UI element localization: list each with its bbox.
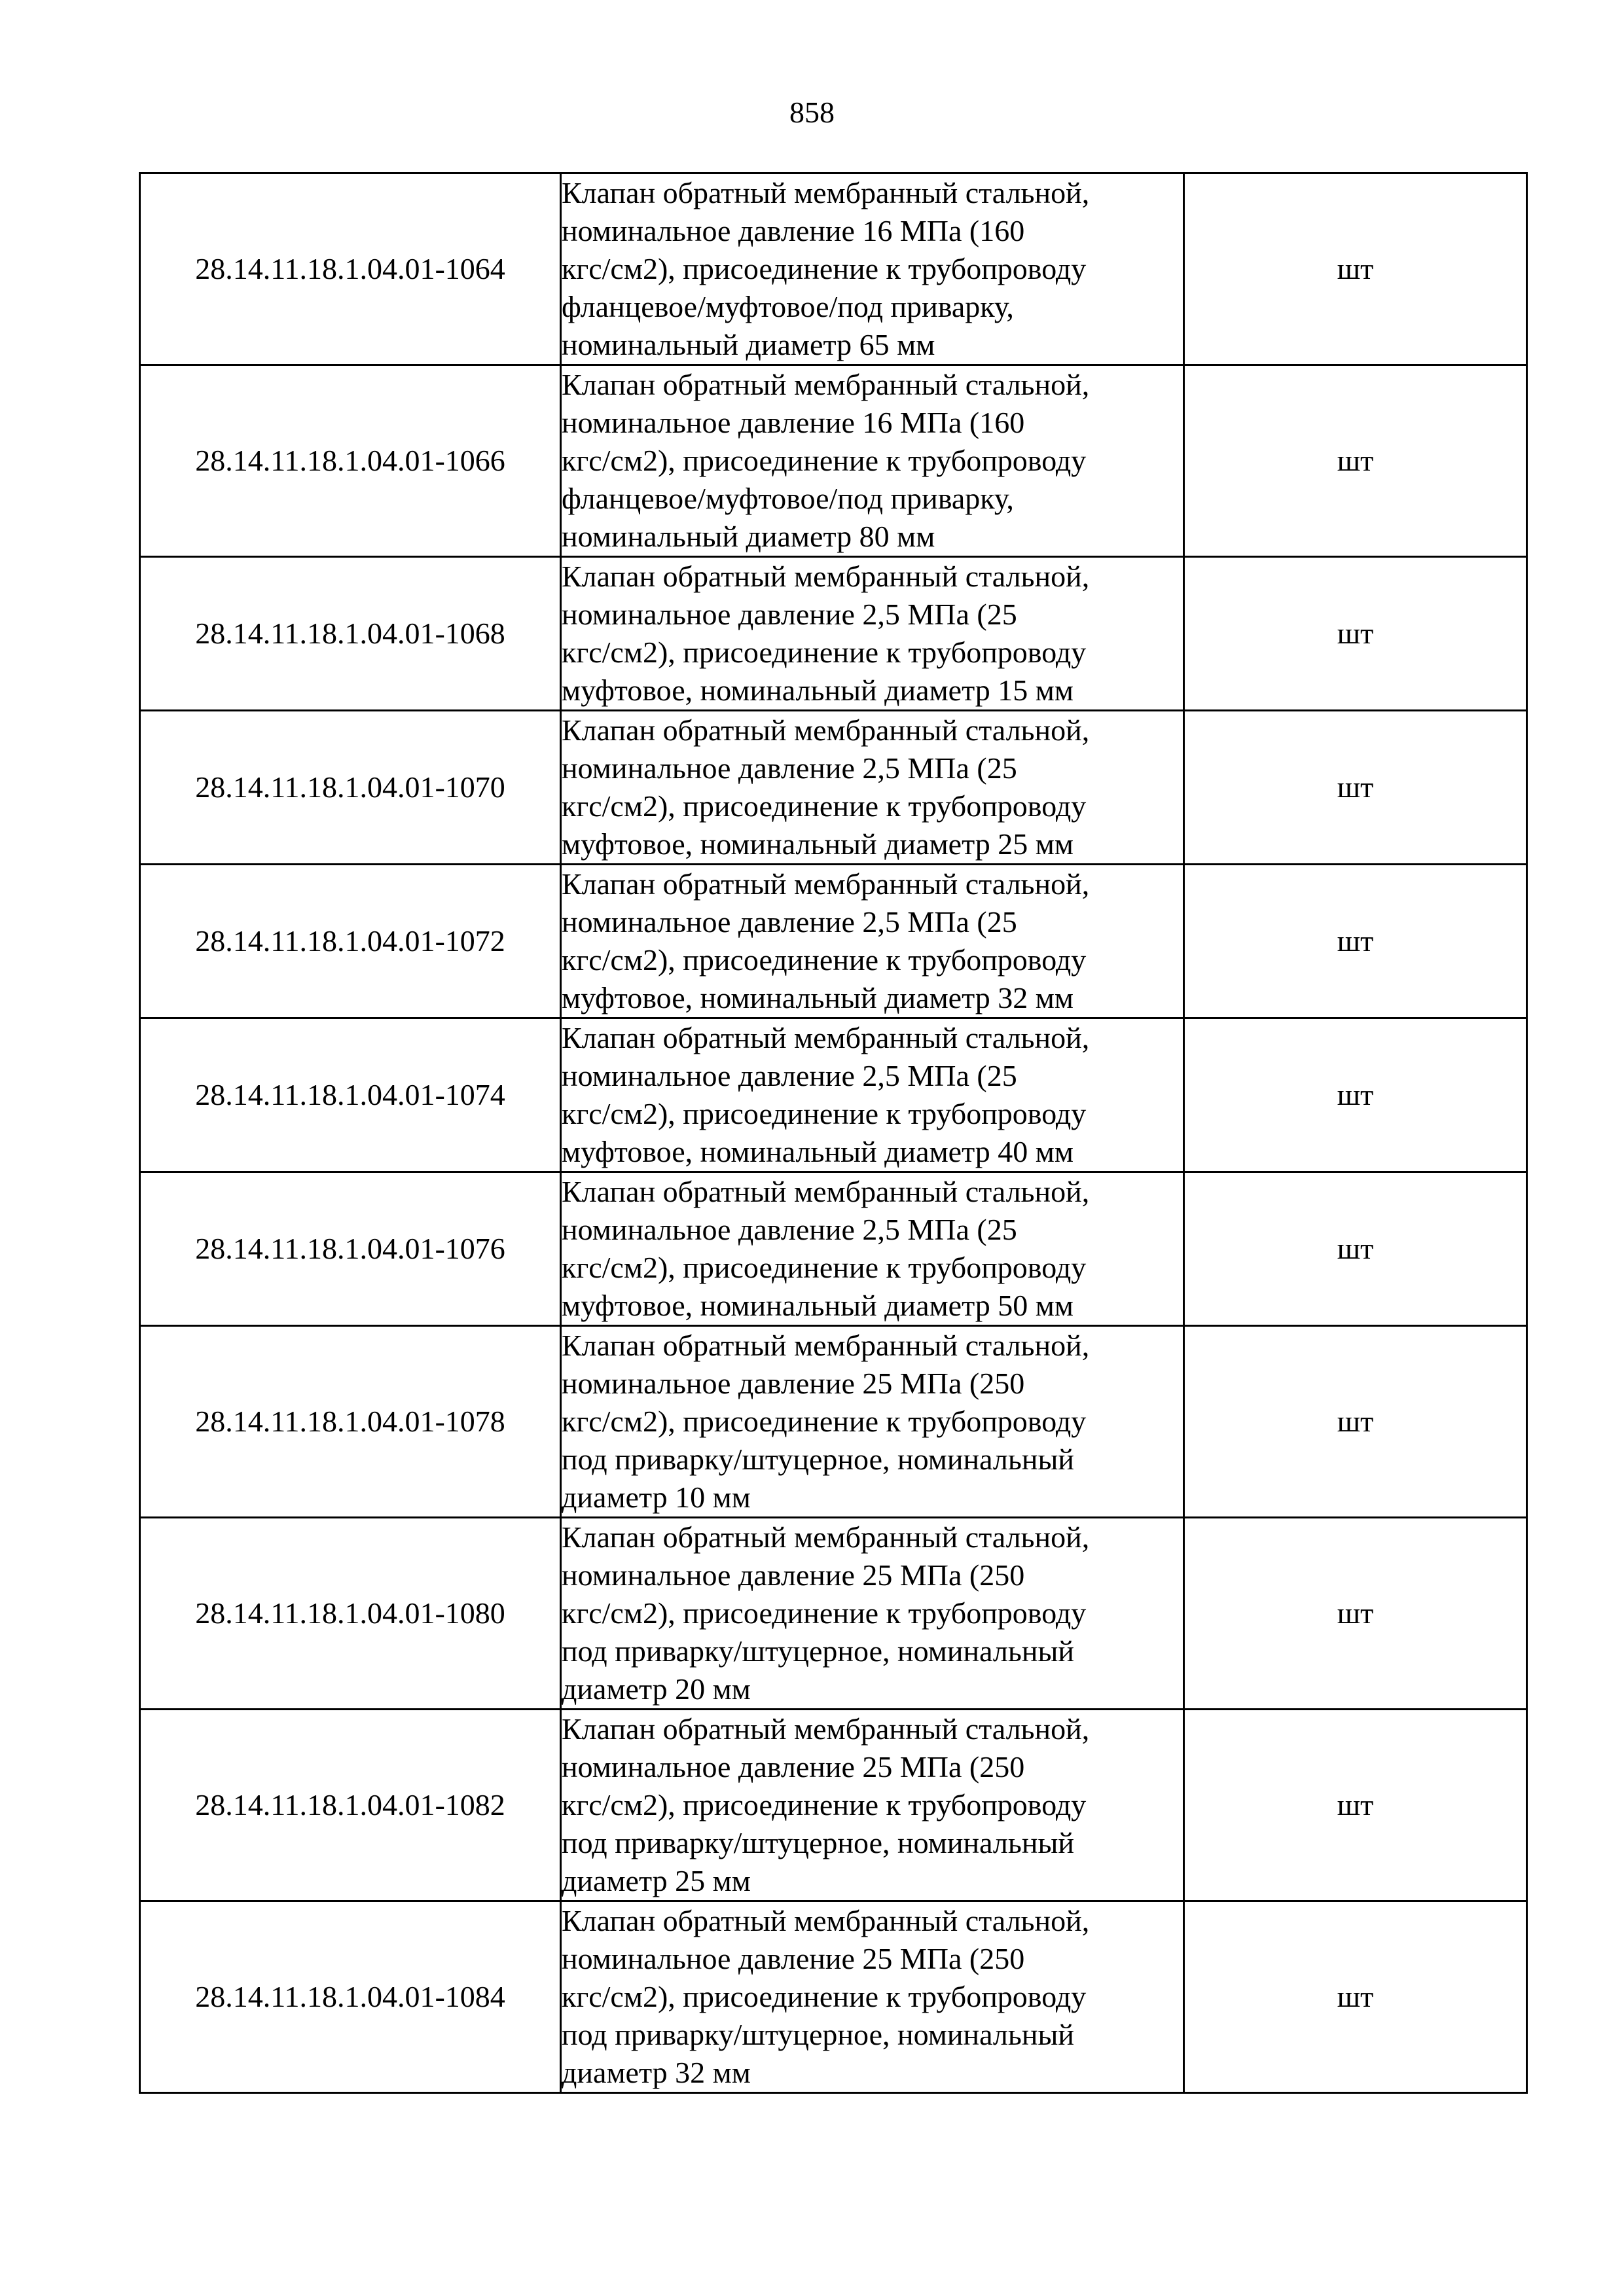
- table-body: [140, 173, 1527, 2093]
- description-line: диаметр 32 мм: [562, 2056, 751, 2089]
- item-code-cell: 28.14.11.18.1.04.01-1070: [140, 711, 561, 865]
- item-description-cell: [561, 1901, 1184, 2093]
- description-line: под приварку/штуцерное, номинальный: [562, 2018, 1074, 2051]
- description-line: номинальное давление 16 МПа (160: [562, 214, 1025, 247]
- description-line: кгс/см2), присоединение к трубопроводу: [562, 252, 1087, 285]
- description-line: кгс/см2), присоединение к трубопроводу: [562, 1251, 1087, 1284]
- description-line: кгс/см2), присоединение к трубопроводу: [562, 1405, 1087, 1438]
- description-line: под приварку/штуцерное, номинальный: [562, 1826, 1074, 1859]
- description-line: номинальное давление 2,5 МПа (25: [562, 905, 1017, 939]
- description-line: кгс/см2), присоединение к трубопроводу: [562, 789, 1087, 823]
- description-line: номинальное давление 25 МПа (250: [562, 1942, 1025, 1975]
- table-row: [140, 173, 1527, 365]
- description-line: Клапан обратный мембранный стальной,: [562, 713, 1090, 747]
- item-code-cell: 28.14.11.18.1.04.01-1080: [140, 1518, 561, 1710]
- description-line: Клапан обратный мембранный стальной,: [562, 1175, 1090, 1208]
- unit-cell: шт: [1184, 1018, 1527, 1172]
- table-row: [140, 365, 1527, 557]
- table-row: [140, 865, 1527, 1018]
- description-line: диаметр 25 мм: [562, 1864, 751, 1897]
- unit-cell: шт: [1184, 1172, 1527, 1326]
- item-code-cell: 28.14.11.18.1.04.01-1068: [140, 557, 561, 711]
- unit-cell: шт: [1184, 1901, 1527, 2093]
- item-code-cell: 28.14.11.18.1.04.01-1074: [140, 1018, 561, 1172]
- description-line: диаметр 10 мм: [562, 1480, 751, 1514]
- table-row: [140, 1172, 1527, 1326]
- description-line: номинальное давление 16 МПа (160: [562, 406, 1025, 439]
- table-row: [140, 1018, 1527, 1172]
- item-description-cell: [561, 365, 1184, 557]
- item-code-cell: 28.14.11.18.1.04.01-1078: [140, 1326, 561, 1518]
- item-code-cell: 28.14.11.18.1.04.01-1072: [140, 865, 561, 1018]
- table-row: [140, 1326, 1527, 1518]
- unit-cell: шт: [1184, 711, 1527, 865]
- page-number: 858: [789, 96, 835, 129]
- unit-cell: шт: [1184, 557, 1527, 711]
- description-line: номинальное давление 2,5 МПа (25: [562, 1213, 1017, 1246]
- description-line: муфтовое, номинальный диаметр 15 мм: [562, 673, 1074, 707]
- description-line: под приварку/штуцерное, номинальный: [562, 1443, 1074, 1476]
- description-line: кгс/см2), присоединение к трубопроводу: [562, 1596, 1087, 1630]
- item-code-cell: 28.14.11.18.1.04.01-1066: [140, 365, 561, 557]
- description-line: диаметр 20 мм: [562, 1672, 751, 1706]
- description-line: Клапан обратный мембранный стальной,: [562, 560, 1090, 593]
- description-line: номинальный диаметр 65 мм: [562, 328, 935, 361]
- unit-cell: шт: [1184, 1326, 1527, 1518]
- description-line: муфтовое, номинальный диаметр 50 мм: [562, 1289, 1074, 1322]
- description-line: муфтовое, номинальный диаметр 32 мм: [562, 981, 1074, 1014]
- description-line: кгс/см2), присоединение к трубопроводу: [562, 444, 1087, 477]
- item-description-cell: [561, 1018, 1184, 1172]
- description-line: номинальное давление 25 МПа (250: [562, 1750, 1025, 1784]
- description-line: кгс/см2), присоединение к трубопроводу: [562, 1097, 1087, 1130]
- item-code-cell: 28.14.11.18.1.04.01-1064: [140, 173, 561, 365]
- description-line: муфтовое, номинальный диаметр 25 мм: [562, 827, 1074, 861]
- description-line: Клапан обратный мембранный стальной,: [562, 1712, 1090, 1746]
- item-description-cell: [561, 865, 1184, 1018]
- description-line: номинальное давление 2,5 МПа (25: [562, 598, 1017, 631]
- item-description-cell: [561, 173, 1184, 365]
- description-line: номинальное давление 2,5 МПа (25: [562, 1059, 1017, 1092]
- description-line: номинальное давление 2,5 МПа (25: [562, 751, 1017, 785]
- description-line: номинальное давление 25 МПа (250: [562, 1367, 1025, 1400]
- description-line: под приварку/штуцерное, номинальный: [562, 1634, 1074, 1668]
- description-line: номинальный диаметр 80 мм: [562, 520, 935, 553]
- unit-cell: шт: [1184, 365, 1527, 557]
- description-line: фланцевое/муфтовое/под приварку,: [562, 290, 1014, 323]
- description-line: номинальное давление 25 МПа (250: [562, 1558, 1025, 1592]
- description-line: Клапан обратный мембранный стальной,: [562, 1904, 1090, 1937]
- description-line: фланцевое/муфтовое/под приварку,: [562, 482, 1014, 515]
- table-row: [140, 557, 1527, 711]
- description-line: Клапан обратный мембранный стальной,: [562, 867, 1090, 901]
- item-code-cell: 28.14.11.18.1.04.01-1082: [140, 1710, 561, 1901]
- item-description-cell: [561, 557, 1184, 711]
- valve-table: [139, 172, 1528, 2094]
- item-description-cell: [561, 1710, 1184, 1901]
- description-line: кгс/см2), присоединение к трубопроводу: [562, 1980, 1087, 2013]
- description-line: кгс/см2), присоединение к трубопроводу: [562, 636, 1087, 669]
- description-line: Клапан обратный мембранный стальной,: [562, 176, 1090, 209]
- description-line: кгс/см2), присоединение к трубопроводу: [562, 943, 1087, 977]
- description-line: Клапан обратный мембранный стальной,: [562, 368, 1090, 401]
- table-row: [140, 711, 1527, 865]
- description-line: муфтовое, номинальный диаметр 40 мм: [562, 1135, 1074, 1168]
- item-description-cell: [561, 1172, 1184, 1326]
- item-description-cell: [561, 711, 1184, 865]
- description-line: кгс/см2), присоединение к трубопроводу: [562, 1788, 1087, 1821]
- description-line: Клапан обратный мембранный стальной,: [562, 1329, 1090, 1362]
- item-description-cell: [561, 1518, 1184, 1710]
- unit-cell: шт: [1184, 1518, 1527, 1710]
- unit-cell: шт: [1184, 1710, 1527, 1901]
- unit-cell: шт: [1184, 173, 1527, 365]
- table-row: [140, 1901, 1527, 2093]
- item-code-cell: 28.14.11.18.1.04.01-1084: [140, 1901, 561, 2093]
- unit-cell: шт: [1184, 865, 1527, 1018]
- description-line: Клапан обратный мембранный стальной,: [562, 1520, 1090, 1554]
- item-code-cell: 28.14.11.18.1.04.01-1076: [140, 1172, 561, 1326]
- table-row: [140, 1710, 1527, 1901]
- item-description-cell: [561, 1326, 1184, 1518]
- table-row: [140, 1518, 1527, 1710]
- description-line: Клапан обратный мембранный стальной,: [562, 1021, 1090, 1054]
